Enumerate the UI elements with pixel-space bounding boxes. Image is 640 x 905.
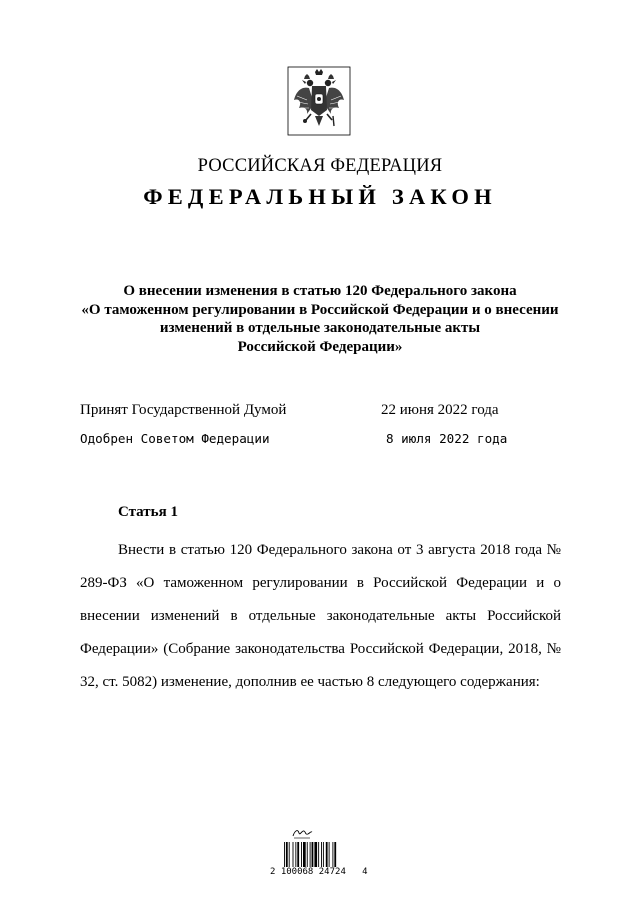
document-type: ФЕДЕРАЛЬНЫЙ ЗАКОН <box>143 184 497 209</box>
law-title <box>0 282 640 356</box>
law-title-line: «О таможенном регулировании в Российской Федерации и о внесении <box>81 301 559 318</box>
approved-by-council-label: Одобрен Советом Федерации <box>80 431 270 446</box>
russian-eagle-emblem-icon <box>287 66 351 136</box>
approved-date: 8 июля 2022 года <box>386 431 508 446</box>
country-name: РОССИЙСКАЯ ФЕДЕРАЦИЯ <box>197 156 443 176</box>
article-heading: Статья 1 <box>118 504 178 520</box>
law-title-line: изменений в отдельные законодательные акты <box>159 320 481 336</box>
barcode-icon <box>283 842 355 867</box>
law-title-line: Российской Федерации» <box>237 338 403 355</box>
barcode-number: 2 100068 24724 4 <box>270 867 368 877</box>
article-body: Внести в статью 120 Федерального закона от 3 августа 2018 года № 289-ФЗ «О таможенном регулировании в Российской Федерации и о внесении изменений в отдельные законодательные акты Российской Федерации» (Собрание законодательства Российской Федерации, 2018, № 32, ст. 5082) изменение, дополнив ее частью 8 следующего содержания: <box>80 542 561 690</box>
adopted-by-duma-label: Принят Государственной Думой <box>80 402 287 418</box>
law-title-line: О внесении изменения в статью 120 Федерального закона <box>123 283 517 299</box>
signature-mark-icon <box>291 826 313 840</box>
adopted-date: 22 июня 2022 года <box>381 402 499 418</box>
